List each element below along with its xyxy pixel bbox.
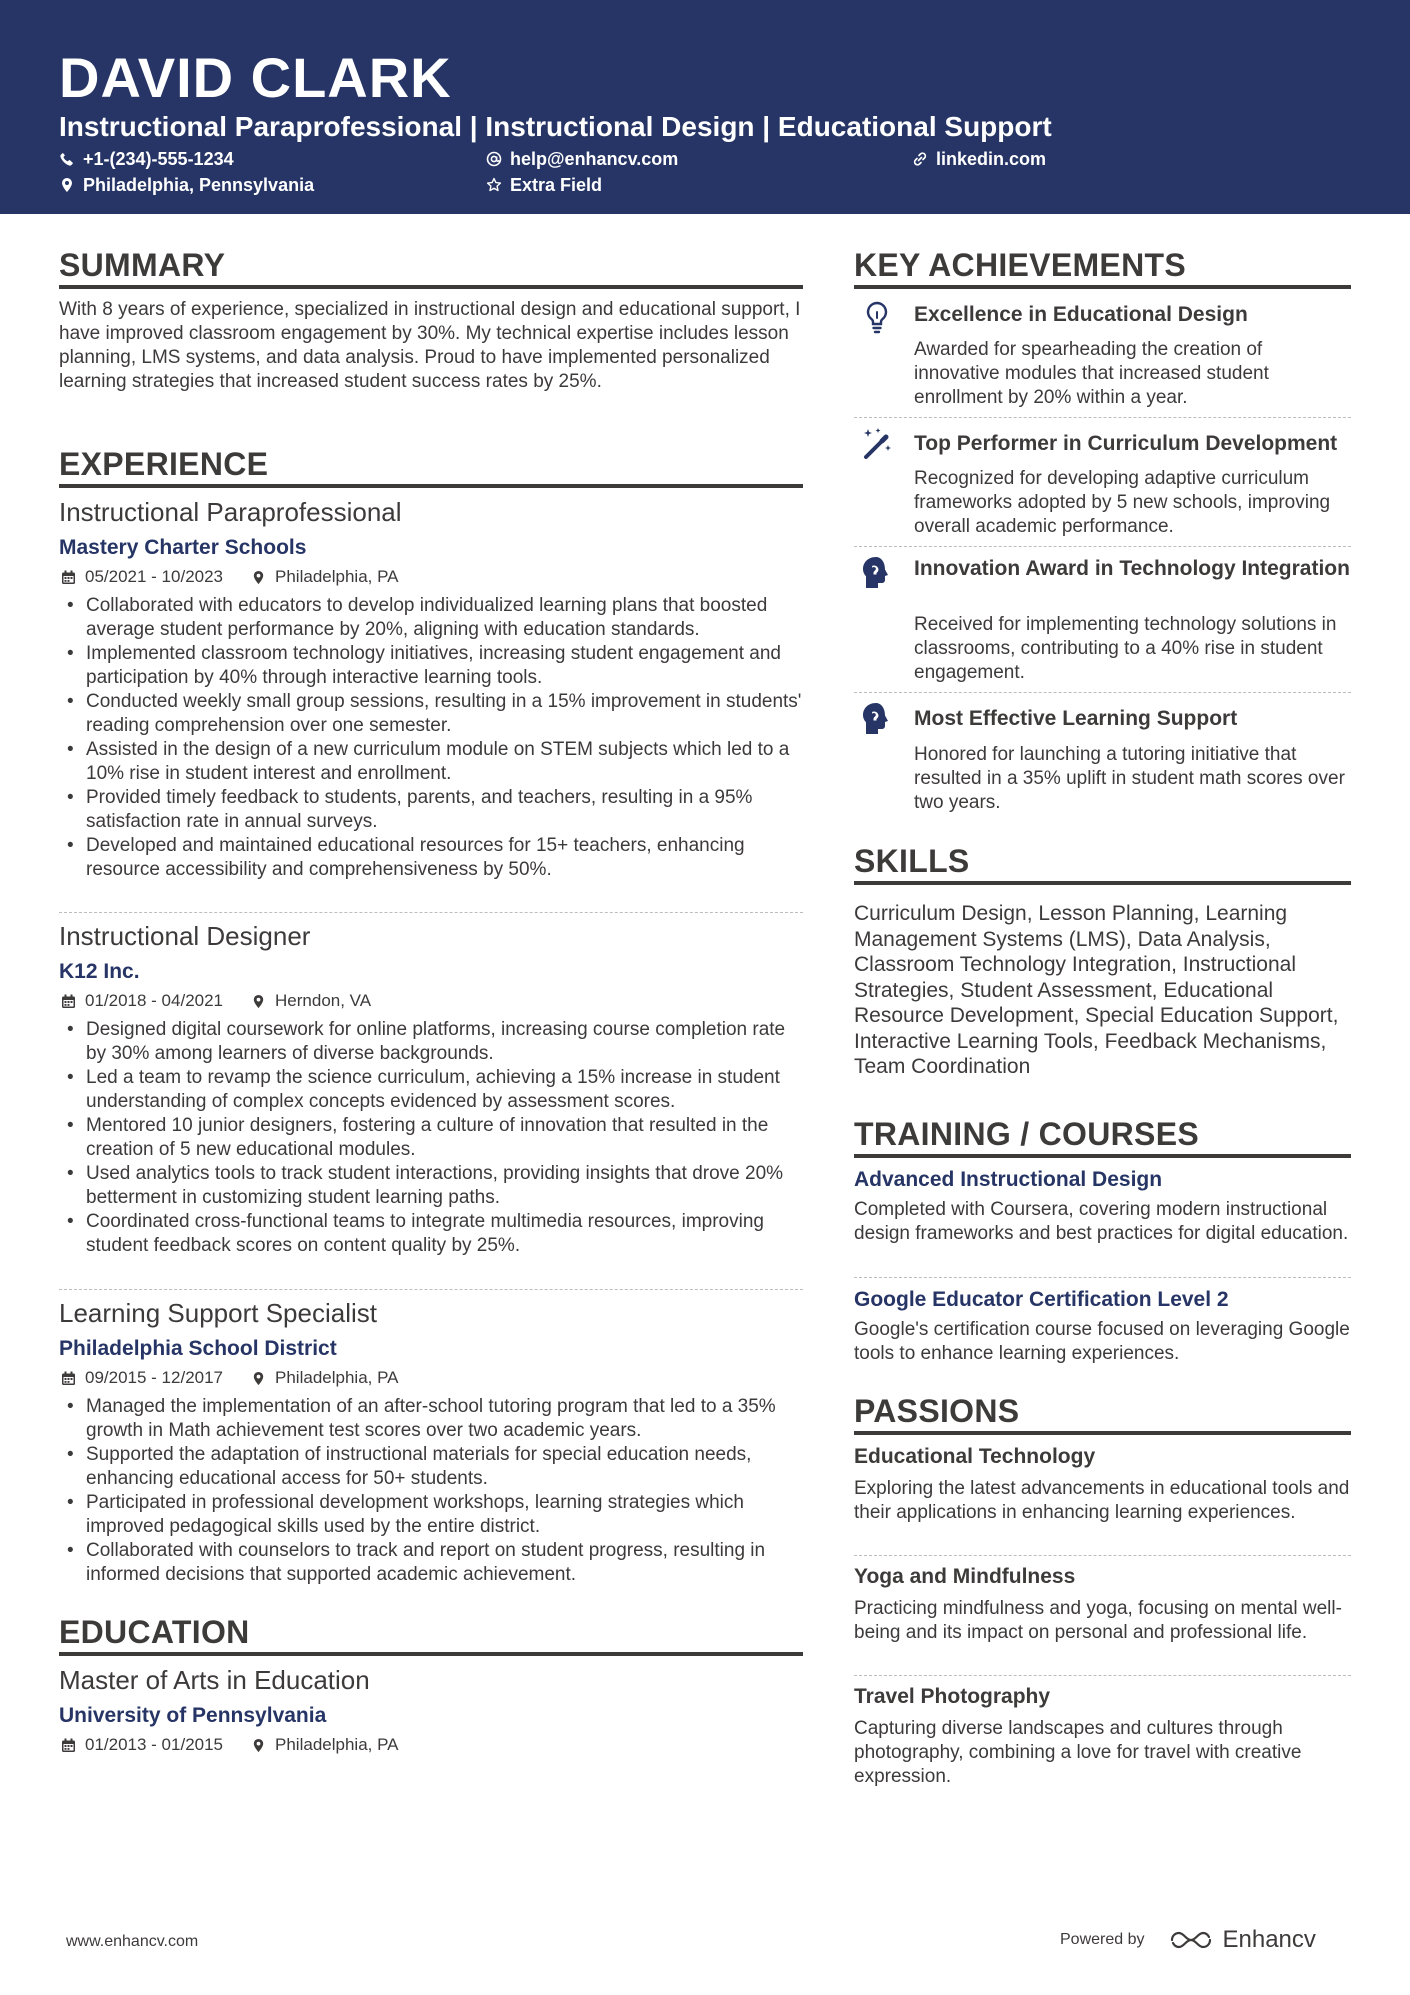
- job-meta: [61, 566, 399, 588]
- achievement-title: Excellence in Educational Design: [914, 303, 1248, 326]
- course-title: Advanced Instructional Design: [854, 1168, 1163, 1191]
- skills-list: Curriculum Design, Lesson Planning, Learning Management Systems (LMS), Data Analysis, Classroom Technology Integration, Instructional Strategies, Student Assessment, Educational Resource Development, Special Education Support, Interactive Learning Tools, Feedback Mechanisms, Team Coordination: [854, 902, 1339, 1078]
- phone-text: +1-(234)-555-1234: [83, 149, 234, 169]
- list-item: • Conducted weekly small group sessions, resulting in a 15% improvement in students' reading comprehension over one semester.: [59, 690, 807, 738]
- passions-heading: PASSIONS: [854, 1393, 1020, 1429]
- achievement-desc: Recognized for developing adaptive curriculum frameworks adopted by 5 new schools, improving overall academic performance.: [914, 468, 1331, 537]
- star-icon: [486, 177, 502, 193]
- achievement-desc: Awarded for spearheading the creation of innovative modules that increased student enrollment by 20% within a year.: [914, 339, 1269, 408]
- achievement-desc: Honored for launching a tutoring initiative that resulted in a 35% uplift in student math scores over two years.: [914, 744, 1345, 813]
- location-pin-icon: [251, 570, 266, 585]
- job-meta: [61, 990, 371, 1012]
- education-meta: [61, 1734, 399, 1756]
- passion-desc: Capturing diverse landscapes and cultures through photography, combining a love for travel with creative expression.: [854, 1718, 1302, 1787]
- passion-title: Travel Photography: [854, 1685, 1051, 1708]
- achievement-title: Most Effective Learning Support: [914, 707, 1238, 730]
- job-title: Instructional Paraprofessional: [59, 497, 402, 527]
- contact-linkedin[interactable]: [912, 148, 1046, 170]
- job-meta: [61, 1367, 399, 1389]
- job-location: Philadelphia, PA: [275, 1368, 399, 1387]
- list-item: • Assisted in the design of a new curriculum module on STEM subjects which led to a 10% rise in student interest and enrollment.: [59, 738, 807, 786]
- job-location: Herndon, VA: [275, 991, 372, 1010]
- achievements-heading: KEY ACHIEVEMENTS: [854, 247, 1186, 283]
- list-item: • Developed and maintained educational resources for 15+ teachers, enhancing resource accessibility and comprehensiveness by 50%.: [59, 834, 807, 882]
- magic-wand-icon: [858, 425, 896, 463]
- course-desc: Google's certification course focused on leveraging Google tools to enhance learning experiences.: [854, 1319, 1350, 1364]
- passion-title: Educational Technology: [854, 1445, 1096, 1468]
- enhancv-logo-icon: [1169, 1929, 1213, 1951]
- passions-rule: [854, 1431, 1351, 1435]
- job-bullets: [59, 594, 807, 882]
- education-dates: 01/2013 - 01/2015: [85, 1735, 224, 1754]
- list-item: • Coordinated cross-functional teams to integrate multimedia resources, improving student feedback scores on content quality by 25%.: [59, 1210, 807, 1258]
- job-title: Instructional Designer: [59, 921, 311, 951]
- list-item: • Used analytics tools to track student interactions, providing insights that drove 20% betterment in customizing student learning paths.: [59, 1162, 807, 1210]
- calendar-icon: [61, 570, 76, 585]
- phone-icon: [59, 151, 75, 167]
- divider: [854, 546, 1351, 547]
- company-name: Mastery Charter Schools: [59, 536, 307, 559]
- list-item: • Supported the adaptation of instructional materials for special education needs, enhancing educational access for 50+ students.: [59, 1443, 807, 1491]
- list-item: • Designed digital coursework for online platforms, increasing course completion rate by 30% among learners of diverse backgrounds.: [59, 1018, 807, 1066]
- education-heading: EDUCATION: [59, 1614, 250, 1650]
- footer-website[interactable]: www.enhancv.com: [66, 1933, 199, 1950]
- passion-desc: Exploring the latest advancements in educational tools and their applications in enhancing learning experiences.: [854, 1478, 1350, 1523]
- training-heading: TRAINING / COURSES: [854, 1116, 1199, 1152]
- course-desc: Completed with Coursera, covering modern instructional design frameworks and best practices for digital education.: [854, 1199, 1349, 1244]
- list-item: • Implemented classroom technology initiatives, increasing student engagement and participation by 40% through interactive learning tools.: [59, 642, 807, 690]
- company-name: K12 Inc.: [59, 960, 140, 983]
- location-pin-icon: [59, 177, 75, 193]
- achievement-desc: Received for implementing technology solutions in classrooms, contributing to a 40% rise in student engagement.: [914, 614, 1337, 683]
- divider: [854, 692, 1351, 693]
- divider: [854, 1675, 1351, 1676]
- calendar-icon: [61, 994, 76, 1009]
- calendar-icon: [61, 1738, 76, 1753]
- contact-extra: [486, 174, 602, 196]
- summary-heading: SUMMARY: [59, 247, 226, 283]
- course-title: Google Educator Certification Level 2: [854, 1288, 1229, 1311]
- summary-text: With 8 years of experience, specialized in instructional design and educational support, I have improved classroom engagement by 30%. My technical expertise includes lesson planning, LMS systems, and data analysis. Proud to have implemented personalized learning strategies that increased student success rates by 25%.: [59, 299, 801, 392]
- head-idea-icon: [858, 700, 896, 738]
- training-rule: [854, 1154, 1351, 1158]
- job-location: Philadelphia, PA: [275, 567, 399, 586]
- lightbulb-icon: [858, 298, 896, 336]
- company-name: Philadelphia School District: [59, 1337, 337, 1360]
- linkedin-text: linkedin.com: [936, 149, 1047, 169]
- job-bullets: [59, 1018, 807, 1258]
- extra-text: Extra Field: [510, 175, 603, 195]
- skills-heading: SKILLS: [854, 843, 970, 879]
- job-dates: 05/2021 - 10/2023: [85, 567, 224, 586]
- divider: [59, 1289, 803, 1290]
- head-idea-icon: [858, 554, 896, 592]
- list-item: • Participated in professional development workshops, learning strategies which improved pedagogical skills used by the entire district.: [59, 1491, 807, 1539]
- achievement-title: Top Performer in Curriculum Development: [914, 432, 1338, 455]
- location-text: Philadelphia, Pennsylvania: [83, 175, 315, 195]
- contact-location: [59, 174, 314, 196]
- candidate-name: DAVID CLARK: [59, 46, 452, 109]
- divider: [854, 1277, 1351, 1278]
- email-text: help@enhancv.com: [510, 149, 679, 169]
- location-pin-icon: [251, 1738, 266, 1753]
- skills-rule: [854, 881, 1351, 885]
- divider: [854, 1555, 1351, 1556]
- resume-header: [0, 0, 1410, 214]
- job-dates: 01/2018 - 04/2021: [85, 991, 224, 1010]
- education-location: Philadelphia, PA: [275, 1735, 399, 1754]
- education-rule: [59, 1652, 803, 1656]
- divider: [59, 912, 803, 913]
- location-pin-icon: [251, 994, 266, 1009]
- list-item: • Collaborated with educators to develop individualized learning plans that boosted average student performance by 20%, aligning with education standards.: [59, 594, 807, 642]
- school-name: University of Pennsylvania: [59, 1704, 327, 1727]
- brand-logo: [1169, 1926, 1316, 1954]
- list-item: • Mentored 10 junior designers, fostering a culture of innovation that resulted in the creation of 5 new educational modules.: [59, 1114, 807, 1162]
- experience-rule: [59, 484, 803, 488]
- list-item: • Managed the implementation of an after-school tutoring program that led to a 35% growth in Math achievement test scores over two academic years.: [59, 1395, 807, 1443]
- list-item: • Collaborated with counselors to track and report on student progress, resulting in informed decisions that supported academic achievement.: [59, 1539, 807, 1587]
- calendar-icon: [61, 1371, 76, 1386]
- contact-phone[interactable]: [59, 148, 234, 170]
- list-item: • Provided timely feedback to students, parents, and teachers, resulting in a 95% satisfaction rate in annual surveys.: [59, 786, 807, 834]
- experience-heading: EXPERIENCE: [59, 446, 269, 482]
- footer-branding[interactable]: [1060, 1926, 1316, 1954]
- passion-title: Yoga and Mindfulness: [854, 1565, 1076, 1588]
- powered-by-label: Powered by: [1060, 1931, 1145, 1948]
- job-bullets: [59, 1395, 807, 1587]
- at-icon: [486, 151, 502, 167]
- contact-email[interactable]: [486, 148, 678, 170]
- achievements-rule: [854, 285, 1351, 289]
- link-icon: [912, 151, 928, 167]
- brand-name: Enhancv: [1222, 1926, 1316, 1953]
- candidate-title: Instructional Paraprofessional | Instructional Design | Educational Support: [59, 111, 1052, 142]
- location-pin-icon: [251, 1371, 266, 1386]
- summary-rule: [59, 285, 803, 289]
- passion-desc: Practicing mindfulness and yoga, focusing on mental well-being and its impact on personal and professional life.: [854, 1598, 1342, 1643]
- degree-title: Master of Arts in Education: [59, 1665, 370, 1695]
- achievement-title: Innovation Award in Technology Integration: [914, 557, 1350, 580]
- list-item: • Led a team to revamp the science curriculum, achieving a 15% increase in student understanding of complex concepts evidenced by assessment scores.: [59, 1066, 807, 1114]
- divider: [854, 417, 1351, 418]
- job-dates: 09/2015 - 12/2017: [85, 1368, 224, 1387]
- job-title: Learning Support Specialist: [59, 1298, 377, 1328]
